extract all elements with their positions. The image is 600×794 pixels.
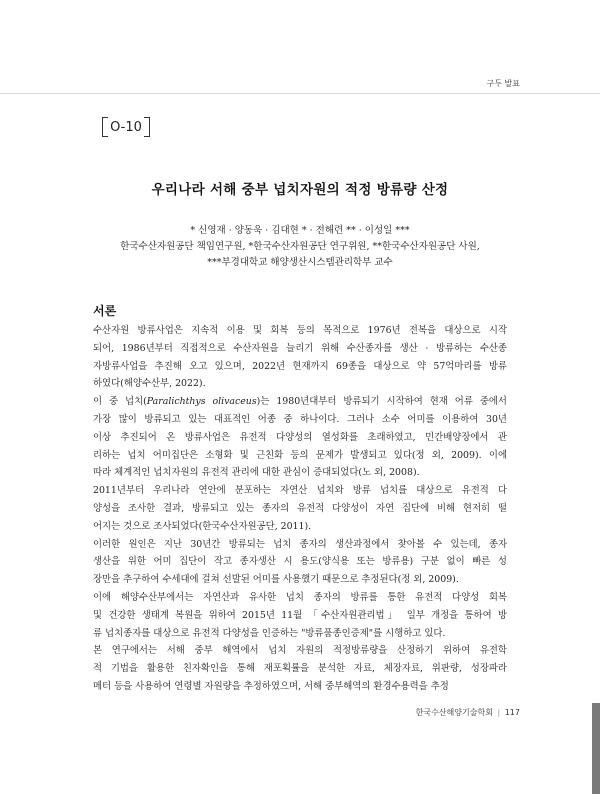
paper-title: 우리나라 서해 중부 넙치자원의 적정 방류량 산정: [151, 182, 449, 198]
body-line: 이상 추진되어 온 방류사업은 유전적 다양성의 열성화를 초래하였고, 민간배양장에서 관: [93, 431, 507, 443]
body-line: 및 건강한 생태계 복원을 위하여 2015년 11월 「수산자원관리법」 일부 개정을 통하여 방: [93, 609, 507, 621]
presentation-code-text: O-10: [110, 119, 142, 135]
body-line: 되어, 1986년부터 직접적으로 수산자원을 늘리기 위해 수산종자를 생산 · 방류하는 수산종: [93, 342, 507, 354]
body-line: 따라 체계적인 넙치자원의 유전적 관리에 대한 관심이 증대되었다(노 외, 2008).: [93, 467, 420, 479]
presentation-code: [102, 117, 150, 137]
body-line: 이에 해양수산부에서는 자연산과 유사한 넙치 종자의 방류를 통한 유전적 다양성 회복: [93, 591, 507, 603]
author-block: [0, 223, 600, 271]
body-line: 이러한 원인은 지난 30년간 방류되는 넙치 종자의 생산과정에서 찾아볼 수 있는데, 종자: [93, 538, 507, 550]
affiliation-line-1: 한국수산자원공단 책임연구원, *한국수산자원공단 연구위원, **한국수산자원공단 사원,: [120, 241, 480, 252]
body-line: 적 기법을 활용한 친자확인을 통해 재포획률을 분석한 자료, 체장자료, 위판량, 성장파라: [93, 663, 507, 675]
body-line: 어지는 것으로 조사되었다(한국수산자원공단, 2011).: [93, 520, 312, 532]
body-line: 본 연구에서는 서해 중부 해역에서 넙치 자원의 적정방류량을 산정하기 위하여 유전학: [93, 645, 507, 657]
body-line: 양성을 조사한 결과, 방류되고 있는 종자의 유전적 다양성이 자연 집단에 비해 현저히 떨: [93, 502, 507, 514]
footer-separator: |: [497, 708, 501, 717]
header-rule: [0, 93, 600, 94]
body-line: 메터 등을 사용하여 연령별 자원량을 추정하였으며, 서해 중부해역의 환경수용력을 추정: [93, 680, 449, 692]
body-line: 리하는 넙치 어미집단은 소형화 및 근친화 등의 문제가 발생되고 있다(정 외, 2009). 이에: [93, 449, 507, 461]
body-line: 가장 많이 방류되고 있는 대표적인 어종 중 하나이다. 그러나 소수 어미를 이용하여 30년: [93, 413, 507, 425]
author-names: * 신영재 · 양동욱 · 김대현 * · 전해련 ** · 이성일 ***: [190, 225, 410, 236]
body-line: 2011년부터 우리나라 연안에 분포하는 자연산 넙치와 방류 넙치를 대상으로 유전적 다: [93, 485, 507, 497]
body-line: 하였다(해양수산부, 2022).: [93, 378, 206, 390]
body-line: 수산자원 방류사업은 지속적 이용 및 회복 등의 목적으로 1976년 전복을 대상으로 시작: [93, 325, 507, 336]
edge-tab-marker: [592, 703, 600, 794]
page-number: 117: [504, 708, 520, 717]
body-text: [93, 322, 507, 696]
society-name: 한국수산해양기술학회: [415, 708, 493, 717]
affiliation-line-2: ***부경대학교 해양생산시스템관리학부 교수: [207, 257, 393, 268]
page-footer: [416, 707, 520, 718]
body-line: 이 중 넙치(Paralichthys olivaceus)는 1980년대부터 방류되기 시작하여 현재 어류 중에서: [93, 396, 507, 408]
body-line: 자방류사업을 추진해 오고 있으며, 2022년 현재까지 69종을 대상으로 약 57억마리를 방류: [93, 360, 507, 372]
section-heading: 서론: [93, 304, 117, 318]
body-line: 장만을 추구하여 수세대에 걸쳐 선발된 어미를 사용했기 때문으로 추정된다(정 외, 2009).: [93, 574, 459, 586]
body-line: 생산을 위한 어미 집단이 작고 종자생산 시 용도(양식용 또는 방류용) 구분 없이 빠른 성: [93, 556, 507, 568]
session-label: 구두 발표: [486, 79, 520, 88]
body-line: 류 넙치종자를 대상으로 유전적 다양성을 인증하는 "방류품종인증제"를 시행하고 있다.: [93, 627, 446, 639]
